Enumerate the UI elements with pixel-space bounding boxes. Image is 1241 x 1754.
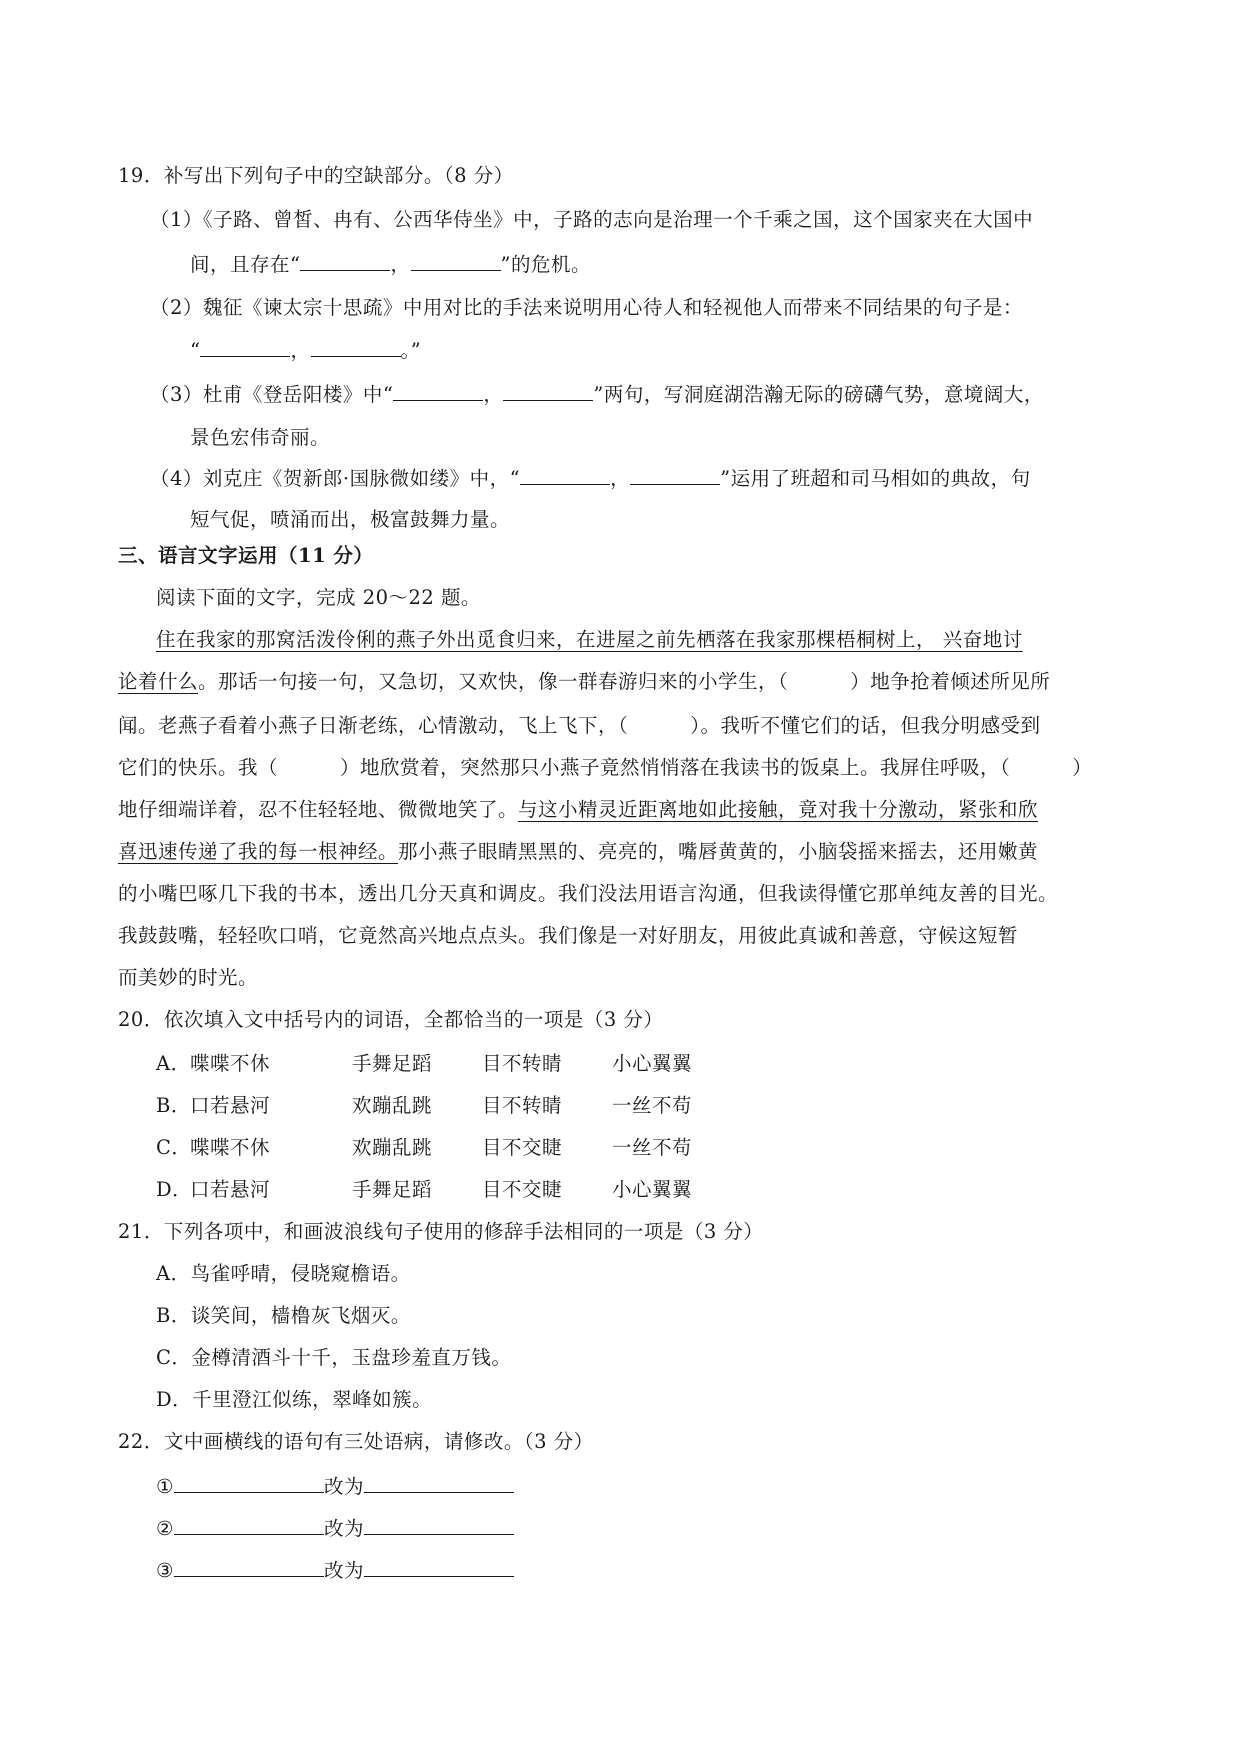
q22-stem: 22．文中画横线的语句有三处语病，请修改。（3 分） (118, 1430, 594, 1453)
q20-option-b-word-4: 一丝不苟 (612, 1094, 693, 1117)
passage-text-4b: ）地欣赏着，突然那只小燕子竟然悄悄落在我读书的饭桌上。我屏住呼吸，（ (340, 756, 1011, 779)
q19-s1-blank-1[interactable] (300, 250, 390, 271)
q20-option-a-word-1: 喋喋不休 (190, 1052, 271, 1075)
q19-s2-line2 (190, 336, 421, 365)
passage-text-5a: 地仔细端详着，忍不住轻轻地、微微地笑了。 (118, 798, 519, 821)
q19-s2-open-quote: “ (190, 339, 201, 362)
passage-text-3b: ）。我听不懂它们的话，但我分明感受到 (690, 714, 1041, 737)
q20-option-a-word-2: 手舞足蹈 (352, 1052, 433, 1075)
q19-stem: 19．补写出下列句子中的空缺部分。（8 分） (118, 164, 514, 187)
q19-s3-prefix: （3）杜甫《登岳阳楼》中“ (150, 383, 394, 406)
passage-line-7: 的小嘴巴啄几下我的书本，透出几分天真和调皮。我们没法用语言沟通，但我读得懂它那单纯友善的目光。 (118, 882, 1059, 905)
passage-line-1 (156, 626, 1023, 654)
passage-line-2 (118, 668, 1050, 696)
q19-s2-blank-2[interactable] (311, 336, 401, 357)
passage-line-9: 而美妙的时光。 (118, 966, 259, 989)
q22-item-3-original-blank[interactable] (174, 1556, 324, 1577)
q20-option-b-word-1: 口若悬河 (190, 1094, 271, 1117)
q19-s4-suffix: ”运用了班超和司马相如的典故，句 (720, 467, 1031, 490)
q19-s3-line1 (150, 380, 1044, 409)
q20-option-b-word-2: 欢蹦乱跳 (352, 1094, 433, 1117)
q19-s3-comma: ， (483, 383, 504, 406)
q20-option-a-word-3: 目不转睛 (482, 1052, 563, 1075)
q19-s2-close-quote: 。” (400, 339, 422, 362)
passage-text-2c: ）地争抢着倾述所见所 (850, 670, 1051, 693)
q20-option-c-word-2: 欢蹦乱跳 (352, 1136, 433, 1159)
q22-item-3 (156, 1556, 514, 1585)
q19-s4-comma: ， (610, 467, 631, 490)
section3-intro: 阅读下面的文字，完成 20～22 题。 (156, 586, 482, 609)
q19-s4-blank-2[interactable] (630, 464, 720, 485)
q20-option-c-label: C． (156, 1136, 192, 1159)
q21-stem: 21．下列各项中，和画波浪线句子使用的修辞手法相同的一项是（3 分） (118, 1220, 764, 1243)
q20-option-c-word-1: 喋喋不休 (190, 1136, 271, 1159)
q19-s3-blank-2[interactable] (503, 380, 593, 401)
q20-option-a-label: A． (156, 1052, 191, 1075)
passage-text-3a: 闻。老燕子看着小燕子日渐老练，心情激动，飞上飞下，（ (118, 714, 629, 737)
q20-option-c-word-4: 一丝不苟 (612, 1136, 693, 1159)
q20-option-a[interactable] (156, 1050, 692, 1078)
q22-item-2-num: ② (156, 1517, 174, 1540)
q19-s3-suffix: ”两句，写洞庭湖浩瀚无际的磅礴气势，意境阔大， (593, 383, 1044, 406)
q19-s1-line2 (190, 250, 591, 279)
q20-option-b-word-3: 目不转睛 (482, 1094, 563, 1117)
q20-option-b[interactable] (156, 1092, 692, 1120)
passage-text-2: 。那话一句接一句，又急切，又欢快，像一群春游归来的小学生，（ (198, 670, 789, 693)
q20-stem: 20．依次填入文中括号内的词语，全都恰当的一项是（3 分） (118, 1008, 664, 1031)
q19-s3-line2: 景色宏伟奇丽。 (190, 426, 331, 449)
q22-item-1 (156, 1472, 514, 1501)
q19-s1-blank-2[interactable] (411, 250, 501, 271)
q22-item-1-original-blank[interactable] (174, 1472, 324, 1493)
q19-s4-blank-1[interactable] (520, 464, 610, 485)
q20-option-d-word-3: 目不交睫 (482, 1178, 563, 1201)
q19-s2-comma: ， (290, 339, 311, 362)
q19-s4-line2: 短气促，喷涌而出，极富鼓舞力量。 (190, 508, 511, 531)
q22-item-3-change-to: 改为 (323, 1559, 364, 1582)
q20-option-c-word-3: 目不交睫 (482, 1136, 563, 1159)
passage-underlined-sentence-2b: 喜迅速传递了我的每一根神经。 (118, 840, 399, 863)
passage-text-6b: 那小燕子眼睛黑黑的、亮亮的，嘴唇黄黄的，小脑袋摇来摇去，还用嫩黄 (398, 840, 1039, 863)
q19-s2-line1: （2）魏征《谏太宗十思疏》中用对比的手法来说明用心待人和轻视他人而带来不同结果的句子是： (150, 296, 1023, 319)
passage-line-8: 我鼓鼓嘴，轻轻吹口哨，它竟然高兴地点点头。我们像是一对好朋友，用彼此真诚和善意，守候这短暂 (118, 924, 1019, 947)
q22-item-3-num: ③ (156, 1559, 174, 1582)
q22-item-3-revised-blank[interactable] (364, 1556, 514, 1577)
q22-item-2-original-blank[interactable] (174, 1514, 324, 1535)
q22-item-1-change-to: 改为 (323, 1475, 364, 1498)
q19-s4-line1 (150, 464, 1031, 493)
q22-item-1-revised-blank[interactable] (364, 1472, 514, 1493)
q20-option-c[interactable] (156, 1134, 692, 1162)
q20-option-d-word-2: 手舞足蹈 (352, 1178, 433, 1201)
q20-option-b-label: B． (156, 1094, 191, 1117)
passage-line-3 (118, 712, 1041, 740)
q20-option-d-word-4: 小心翼翼 (612, 1178, 693, 1201)
q22-item-1-num: ① (156, 1475, 174, 1498)
section3-title: 三、语言文字运用（11 分） (118, 544, 374, 567)
passage-underlined-sentence-1a: 住在我家的那窝活泼伶俐的燕子外出觅食归来，在进屋之前先栖落在我家那棵梧桐树上， 兴奋地讨 (156, 628, 1023, 651)
passage-line-5 (118, 796, 1038, 824)
q22-item-2-revised-blank[interactable] (364, 1514, 514, 1535)
q19-s1-suffix: ”的危机。 (500, 253, 591, 276)
q21-option-b[interactable]: B．谈笑间，樯橹灰飞烟灭。 (156, 1304, 411, 1327)
q19-s1-comma: ， (390, 253, 411, 276)
q19-s1-prefix: 间，且存在“ (190, 253, 301, 276)
passage-text-4c: ） (1072, 756, 1093, 779)
q20-option-d-word-1: 口若悬河 (190, 1178, 271, 1201)
passage-underlined-sentence-2a: 与这小精灵近距离地如此接触，竟对我十分激动，紧张和欣 (518, 798, 1039, 821)
q19-s1-line1: （1）《子路、曾皙、冉有、公西华侍坐》中，子路的志向是治理一个千乘之国，这个国家夹在大国中 (150, 208, 1034, 231)
q21-option-d[interactable]: D．千里澄江似练，翠峰如簇。 (156, 1388, 433, 1411)
q19-s3-blank-1[interactable] (393, 380, 483, 401)
q19-s2-blank-1[interactable] (200, 336, 290, 357)
q21-option-a[interactable]: A．鸟雀呼晴，侵晓窥檐语。 (156, 1262, 411, 1285)
q20-option-d-label: D． (156, 1178, 193, 1201)
q22-item-2 (156, 1514, 514, 1543)
passage-text-4a: 它们的快乐。我（ (118, 756, 279, 779)
q20-option-d[interactable] (156, 1176, 692, 1204)
passage-line-4 (118, 754, 1092, 782)
passage-line-6 (118, 838, 1038, 866)
passage-underlined-sentence-1b: 论着什么 (118, 670, 199, 693)
q22-item-2-change-to: 改为 (323, 1517, 364, 1540)
q20-option-a-word-4: 小心翼翼 (612, 1052, 693, 1075)
q19-s4-prefix: （4）刘克庄《贺新郎·国脉微如缕》中，“ (150, 467, 521, 490)
q21-option-c[interactable]: C．金樽清酒斗十千，玉盘珍羞直万钱。 (156, 1346, 512, 1369)
